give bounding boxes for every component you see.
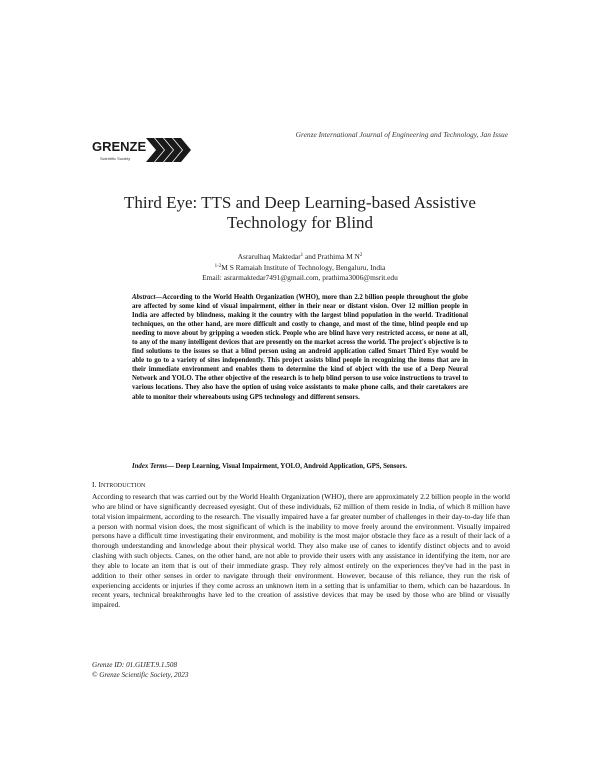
author-2-sup: 2 xyxy=(359,253,363,258)
author-2: Prathima M N xyxy=(317,252,360,261)
paper-title xyxy=(60,193,540,233)
section-heading-introduction xyxy=(92,480,145,489)
grenze-logo xyxy=(92,134,192,168)
copyright: © Grenze Scientific Society, 2023 xyxy=(92,670,189,679)
grenze-logo-graphic xyxy=(92,134,192,168)
author-emails: Email: asrarmaktedar7491@gmail.com, prathima3006@msrit.edu xyxy=(202,273,398,282)
logo-wordmark: GRENZE xyxy=(92,139,147,154)
index-terms-label: Index Terms xyxy=(132,463,168,470)
author-and: and xyxy=(303,252,318,261)
index-terms-text: — Deep Learning, Visual Impairment, YOLO, Android Application, GPS, Sensors. xyxy=(167,463,408,470)
affiliation-text: M S Ramaiah Institute of Technology, Bengaluru, India xyxy=(221,262,386,272)
section-title: NTRODUCTION xyxy=(101,483,146,489)
introduction-paragraph: According to research that was carried out by the World Health Organization (WHO), there are approximately 2.2 billion people in the world who are blind or have significantly decreased eyesight. Out of these individuals, 62 million of them reside in India, of which 8 million have total vision impairment, according to the research. The visually impaired have a far greater number of challenges in their day-to-day life than a person with normal vision does, the most significant of which is the inability to move freely around the environment. Visually impaired persons have a difficult time investigating their environment, and mobility is the most major obstacle they face as a result of their lack of a thorough understanding and knowledge about their physical world. They also make use of canes to identify distinct objects and to avoid clashing with such objects. Canes, on the other hand, are not able to provide their users with any assistance in identifying the item, nor are they able to locate an item that is out of their immediate grasp. They rely almost entirely on the experiences they've had in the past in addition to their other senses in order to navigate through their environment. However, because of this reliance, they run the risk of experiencing accidents or injuries if they come across an unknown item in a setting that is unfamiliar to them, which can be hazardous. In recent years, technical breakthroughs have led to the creation of assistive devices that may be used by those who are blind or visually impaired. xyxy=(92,492,510,610)
section-number: I. I xyxy=(92,480,102,489)
abstract-label: Abstract xyxy=(132,294,156,301)
author-1: Asrarulhaq Maktedar xyxy=(237,252,301,261)
index-terms xyxy=(132,462,468,471)
abstract-text: —According to the World Health Organization (WHO), more than 2.2 billion people throughout the globe are affected by some kind of visual impairment, either in their near or distant vision. Over 12 million people in India are affected by blindness, making it the country with the largest blind population in the world. Traditional techniques, on the other hand, are more difficult and costly to change, and most of the time, blind people end up needing to move about by gripping a wooden stick. People who are blind have very restricted access, or none at all, to any of the many intelligent devices that are presently on the market across the world. The project's objective is to find solutions to the issues so that a blind person using an android application called Smart Third Eye would be able to go to a variety of sites independently. This project assists blind people in recognizing the items that are in their immediate environment and enables them to determine the kind of object with the use of a Deep Neural Network and YOLO. The other objective of the research is to help blind person to use voice instructions to travel to various locations. They also have the option of using voice assistants to make phone calls, and their caretakers are able to monitor their whereabouts using GPS technology and different sensors. xyxy=(132,294,468,401)
logo-subtext: Scientific Society xyxy=(100,156,131,161)
journal-name: Grenze International Journal of Engineering and Technology, Jan Issue xyxy=(295,130,508,139)
author-block xyxy=(60,252,540,284)
title-line-1: Third Eye: TTS and Deep Learning-based Assistive xyxy=(124,193,476,212)
footer xyxy=(92,661,188,680)
grenze-id: Grenze ID: 01.GIJET.9.1.508 xyxy=(92,661,178,669)
abstract xyxy=(132,293,468,402)
affiliation xyxy=(60,263,540,274)
author-1-sup: 1 xyxy=(300,253,304,258)
affiliation-sup: 1-2 xyxy=(214,263,222,269)
logo-chevrons-icon xyxy=(146,138,191,162)
author-names xyxy=(60,252,540,263)
title-line-2: Technology for Blind xyxy=(226,213,374,232)
